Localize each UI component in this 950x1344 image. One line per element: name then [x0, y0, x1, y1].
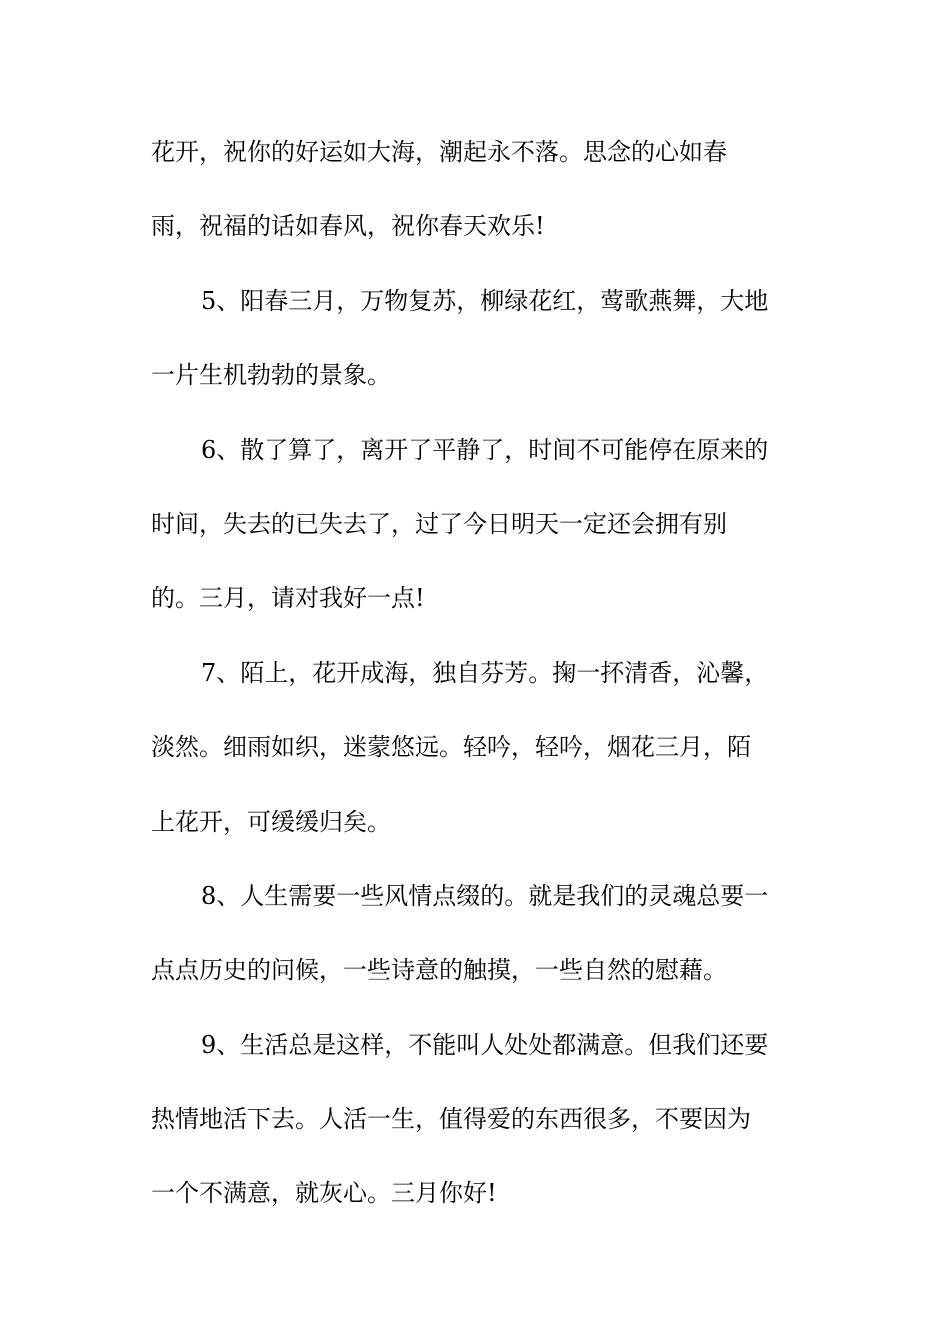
text-line: 点点历史的问候，一些诗意的触摸，一些自然的慰藉。 [151, 956, 727, 985]
text-line: 雨，祝福的话如春风，祝你春天欢乐! [151, 212, 545, 241]
text-line: 8、人生需要一些风情点缀的。就是我们的灵魂总要一 [201, 881, 769, 910]
text-line: 7、陌上，花开成海，独自芬芳。掬一抔清香，沁馨， [201, 658, 769, 687]
text-line: 一片生机勃勃的景象。 [151, 361, 391, 390]
body-text [151, 128, 811, 1244]
text-line: 9、生活总是这样，不能叫人处处都满意。但我们还要 [201, 1030, 769, 1059]
text-line: 淡然。细雨如织，迷蒙悠远。轻吟，轻吟，烟花三月，陌 [151, 733, 751, 762]
text-line: 的。三月，请对我好一点! [151, 584, 425, 613]
text-line: 热情地活下去。人活一生，值得爱的东西很多，不要因为 [151, 1105, 751, 1134]
text-line: 时间，失去的已失去了，过了今日明天一定还会拥有别 [151, 509, 727, 538]
text-line: 6、散了算了，离开了平静了，时间不可能停在原来的 [201, 435, 769, 464]
text-line: 一个不满意，就灰心。三月你好! [151, 1179, 497, 1208]
text-line: 上花开，可缓缓归矣。 [151, 807, 391, 836]
text-line: 花开，祝你的好运如大海，潮起永不落。思念的心如春 [151, 138, 727, 166]
text-line: 5、阳春三月，万物复苏，柳绿花红，莺歌燕舞，大地 [201, 286, 769, 315]
